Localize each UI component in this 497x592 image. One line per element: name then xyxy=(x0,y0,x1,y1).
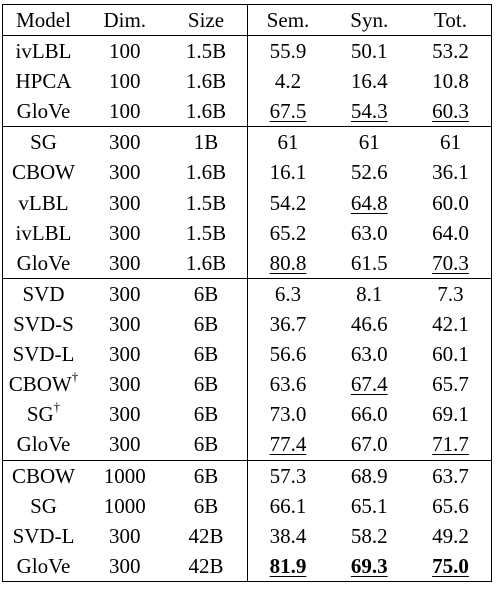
cell-syn-value: 65.1 xyxy=(350,493,388,518)
cell-model xyxy=(3,309,85,339)
cell-dim-value: 1000 xyxy=(103,493,146,518)
cell-model-value: CBOW xyxy=(8,372,72,397)
cell-size xyxy=(166,491,248,521)
cell-syn xyxy=(329,429,411,460)
cell-dim-value: 300 xyxy=(109,250,141,275)
cell-size xyxy=(166,157,248,187)
cell-size-value: 6B xyxy=(193,493,219,518)
cell-size-value: 1.6B xyxy=(185,250,227,275)
table-row xyxy=(3,429,492,460)
cell-syn xyxy=(329,460,411,491)
column-header-sem: Sem. xyxy=(266,8,310,32)
cell-sem-value: 66.1 xyxy=(269,493,307,518)
cell-model-value: GloVe xyxy=(16,250,71,275)
cell-tot xyxy=(410,491,492,521)
cell-sem xyxy=(247,218,329,248)
column-header-size: Size xyxy=(166,5,248,36)
cell-syn-value: 67.0 xyxy=(350,432,388,457)
cell-tot-value: 64.0 xyxy=(432,220,469,245)
cell-size xyxy=(166,309,248,339)
cell-syn xyxy=(329,551,411,582)
cell-syn-value: 46.6 xyxy=(350,312,388,337)
table-row xyxy=(3,127,492,158)
table-body xyxy=(3,36,492,582)
cell-dim xyxy=(84,66,166,96)
dagger-mark: † xyxy=(53,399,61,415)
cell-dim-value: 300 xyxy=(109,130,141,155)
cell-tot-value: 60.0 xyxy=(432,190,469,215)
cell-dim-value: 100 xyxy=(109,99,141,124)
cell-tot xyxy=(410,278,492,309)
cell-dim-value: 1000 xyxy=(103,463,146,488)
cell-tot-value: 65.7 xyxy=(432,372,469,397)
cell-tot xyxy=(410,521,492,551)
cell-tot xyxy=(410,369,492,399)
cell-sem xyxy=(247,399,329,429)
table-row xyxy=(3,369,492,399)
cell-size-value: 6B xyxy=(193,372,219,397)
cell-dim-value: 100 xyxy=(109,69,141,94)
cell-model xyxy=(3,157,85,187)
cell-dim-value: 300 xyxy=(109,281,141,306)
cell-syn xyxy=(329,127,411,158)
cell-model xyxy=(3,369,85,399)
cell-sem-value: 55.9 xyxy=(269,39,307,64)
cell-dim xyxy=(84,188,166,218)
cell-model-value: GloVe xyxy=(16,99,71,124)
cell-tot xyxy=(410,127,492,158)
cell-sem xyxy=(247,460,329,491)
cell-dim xyxy=(84,248,166,279)
cell-size-value: 1.5B xyxy=(185,220,227,245)
cell-sem-value: 57.3 xyxy=(269,463,307,488)
cell-sem xyxy=(247,188,329,218)
cell-model xyxy=(3,127,85,158)
cell-syn xyxy=(329,369,411,399)
cell-size-value: 1B xyxy=(193,130,219,155)
cell-dim-value: 300 xyxy=(109,432,141,457)
cell-sem xyxy=(247,551,329,582)
cell-syn-value: 61 xyxy=(358,130,380,155)
cell-tot xyxy=(410,429,492,460)
cell-size xyxy=(166,460,248,491)
cell-model-value: GloVe xyxy=(16,553,71,578)
cell-sem xyxy=(247,96,329,127)
cell-dim-value: 300 xyxy=(109,372,141,397)
table-row xyxy=(3,551,492,582)
cell-sem xyxy=(247,339,329,369)
cell-model-value: SVD-S xyxy=(13,312,74,337)
column-header-syn: Syn. xyxy=(350,8,389,32)
cell-tot-value: 61 xyxy=(440,130,461,155)
cell-tot xyxy=(410,96,492,127)
cell-syn-value: 16.4 xyxy=(350,69,388,94)
cell-syn-value: 54.3 xyxy=(350,99,388,124)
cell-size xyxy=(166,96,248,127)
cell-syn-value: 63.0 xyxy=(350,342,388,367)
cell-sem-value: 16.1 xyxy=(269,160,307,185)
column-header-dim: Dim. xyxy=(103,8,147,32)
cell-tot-value: 36.1 xyxy=(432,160,469,185)
cell-dim xyxy=(84,429,166,460)
cell-sem xyxy=(247,429,329,460)
cell-syn xyxy=(329,521,411,551)
cell-size xyxy=(166,278,248,309)
cell-sem xyxy=(247,36,329,67)
cell-dim-value: 300 xyxy=(109,342,141,367)
cell-size-value: 1.5B xyxy=(185,190,227,215)
cell-dim xyxy=(84,460,166,491)
cell-dim-value: 300 xyxy=(109,523,141,548)
cell-tot-value: 60.3 xyxy=(432,99,469,124)
cell-sem-value: 61 xyxy=(277,130,299,155)
table-row xyxy=(3,399,492,429)
cell-model xyxy=(3,339,85,369)
cell-model-value: GloVe xyxy=(16,432,71,457)
cell-model-value: HPCA xyxy=(15,69,72,94)
cell-model xyxy=(3,278,85,309)
cell-model xyxy=(3,96,85,127)
cell-size xyxy=(166,66,248,96)
cell-dim xyxy=(84,96,166,127)
cell-syn-value: 63.0 xyxy=(350,220,388,245)
cell-syn xyxy=(329,188,411,218)
cell-model-value: SVD-L xyxy=(12,342,75,367)
cell-syn xyxy=(329,96,411,127)
cell-tot-value: 7.3 xyxy=(437,281,464,306)
cell-tot xyxy=(410,36,492,67)
table-row xyxy=(3,339,492,369)
cell-sem-value: 36.7 xyxy=(269,312,307,337)
cell-sem-value: 67.5 xyxy=(269,99,307,124)
cell-tot-value: 53.2 xyxy=(432,39,469,64)
cell-dim-value: 300 xyxy=(109,402,141,427)
cell-syn-value: 66.0 xyxy=(350,402,388,427)
table-row xyxy=(3,36,492,67)
cell-sem-value: 77.4 xyxy=(269,432,307,457)
cell-syn xyxy=(329,278,411,309)
cell-syn-value: 8.1 xyxy=(356,281,383,306)
cell-dim-value: 100 xyxy=(109,39,141,64)
cell-syn xyxy=(329,339,411,369)
cell-tot-value: 42.1 xyxy=(432,312,469,337)
cell-dim xyxy=(84,278,166,309)
cell-dim xyxy=(84,399,166,429)
cell-model xyxy=(3,429,85,460)
cell-sem xyxy=(247,309,329,339)
cell-tot-value: 10.8 xyxy=(432,69,469,94)
table-row xyxy=(3,66,492,96)
cell-model xyxy=(3,66,85,96)
cell-dim xyxy=(84,339,166,369)
cell-model-value: vLBL xyxy=(18,190,69,215)
cell-size xyxy=(166,248,248,279)
cell-model-value: SG xyxy=(26,402,54,427)
cell-size xyxy=(166,399,248,429)
cell-sem xyxy=(247,278,329,309)
cell-dim xyxy=(84,521,166,551)
table-row xyxy=(3,278,492,309)
cell-tot xyxy=(410,460,492,491)
cell-size-value: 6B xyxy=(193,281,219,306)
cell-model xyxy=(3,248,85,279)
cell-tot-value: 65.6 xyxy=(432,493,469,518)
cell-size-value: 42B xyxy=(188,553,224,578)
cell-model xyxy=(3,460,85,491)
cell-sem-value: 80.8 xyxy=(269,250,307,275)
cell-tot-value: 49.2 xyxy=(432,523,469,548)
cell-model xyxy=(3,521,85,551)
cell-size-value: 1.6B xyxy=(185,69,227,94)
cell-tot-value: 71.7 xyxy=(432,432,469,457)
cell-model-value: SG xyxy=(30,493,57,518)
cell-size-value: 6B xyxy=(193,342,219,367)
cell-sem-value: 54.2 xyxy=(269,190,307,215)
column-header-tot: Tot. xyxy=(434,8,467,32)
cell-size-value: 6B xyxy=(193,463,219,488)
cell-sem-value: 63.6 xyxy=(269,372,307,397)
table-row xyxy=(3,491,492,521)
cell-dim xyxy=(84,491,166,521)
cell-sem xyxy=(247,248,329,279)
table-row xyxy=(3,248,492,279)
table-header xyxy=(3,5,492,36)
cell-syn-value: 58.2 xyxy=(350,523,388,548)
cell-size-value: 42B xyxy=(188,523,224,548)
cell-size-value: 6B xyxy=(193,432,219,457)
column-header-model: Model xyxy=(16,8,71,32)
table-row xyxy=(3,460,492,491)
table-row xyxy=(3,157,492,187)
cell-model-value: CBOW xyxy=(12,463,75,488)
cell-sem xyxy=(247,66,329,96)
cell-size xyxy=(166,218,248,248)
cell-dim xyxy=(84,127,166,158)
cell-model-value: SVD-L xyxy=(12,523,75,548)
cell-model-value: SVD xyxy=(22,281,65,306)
cell-tot xyxy=(410,188,492,218)
cell-size-value: 1.6B xyxy=(185,99,227,124)
cell-size xyxy=(166,127,248,158)
cell-model xyxy=(3,551,85,582)
cell-sem-value: 81.9 xyxy=(269,553,307,578)
cell-dim-value: 300 xyxy=(109,553,141,578)
cell-sem-value: 56.6 xyxy=(269,342,307,367)
cell-dim xyxy=(84,551,166,582)
cell-model xyxy=(3,491,85,521)
cell-tot-value: 63.7 xyxy=(432,463,469,488)
cell-syn-value: 50.1 xyxy=(350,39,388,64)
cell-sem xyxy=(247,521,329,551)
results-table xyxy=(2,4,492,582)
cell-model-value: CBOW xyxy=(12,160,75,185)
cell-syn-value: 52.6 xyxy=(350,160,388,185)
cell-dim-value: 300 xyxy=(109,190,141,215)
cell-tot xyxy=(410,551,492,582)
cell-syn-value: 69.3 xyxy=(350,553,388,578)
cell-tot xyxy=(410,248,492,279)
cell-size xyxy=(166,36,248,67)
cell-syn xyxy=(329,218,411,248)
cell-size xyxy=(166,429,248,460)
cell-dim xyxy=(84,309,166,339)
table-row xyxy=(3,218,492,248)
table-row xyxy=(3,309,492,339)
cell-syn-value: 67.4 xyxy=(350,372,388,397)
cell-dim xyxy=(84,36,166,67)
cell-sem xyxy=(247,157,329,187)
cell-sem xyxy=(247,369,329,399)
cell-syn xyxy=(329,248,411,279)
cell-syn xyxy=(329,36,411,67)
cell-dim-value: 300 xyxy=(109,220,141,245)
header-row xyxy=(3,5,492,36)
cell-tot-value: 70.3 xyxy=(432,250,469,275)
cell-size xyxy=(166,339,248,369)
cell-syn-value: 64.8 xyxy=(350,190,388,215)
cell-model-value: ivLBL xyxy=(15,39,72,64)
cell-model xyxy=(3,36,85,67)
cell-model xyxy=(3,218,85,248)
cell-syn xyxy=(329,66,411,96)
cell-size-value: 6B xyxy=(193,312,219,337)
cell-sem-value: 4.2 xyxy=(274,69,302,94)
cell-sem-value: 73.0 xyxy=(269,402,307,427)
cell-sem xyxy=(247,491,329,521)
cell-dim xyxy=(84,157,166,187)
cell-tot xyxy=(410,309,492,339)
cell-model-value: ivLBL xyxy=(15,220,72,245)
cell-tot xyxy=(410,218,492,248)
cell-size xyxy=(166,188,248,218)
cell-dim xyxy=(84,218,166,248)
cell-model xyxy=(3,188,85,218)
cell-sem-value: 6.3 xyxy=(274,281,302,306)
cell-syn xyxy=(329,491,411,521)
table-row xyxy=(3,188,492,218)
table-row xyxy=(3,521,492,551)
cell-tot xyxy=(410,399,492,429)
cell-size-value: 1.6B xyxy=(185,160,227,185)
cell-syn xyxy=(329,399,411,429)
cell-model-value: SG xyxy=(30,130,57,155)
cell-syn xyxy=(329,309,411,339)
cell-size-value: 6B xyxy=(193,402,219,427)
cell-tot-value: 60.1 xyxy=(432,342,469,367)
cell-syn-value: 68.9 xyxy=(350,463,388,488)
cell-sem xyxy=(247,127,329,158)
cell-tot xyxy=(410,66,492,96)
table-row xyxy=(3,96,492,127)
cell-model xyxy=(3,399,85,429)
cell-tot xyxy=(410,339,492,369)
cell-tot-value: 69.1 xyxy=(432,402,469,427)
cell-tot-value: 75.0 xyxy=(432,553,469,578)
cell-sem-value: 65.2 xyxy=(269,220,307,245)
cell-size-value: 1.5B xyxy=(185,39,227,64)
cell-size xyxy=(166,521,248,551)
cell-tot xyxy=(410,157,492,187)
cell-size xyxy=(166,369,248,399)
dagger-mark: † xyxy=(71,369,79,385)
cell-syn-value: 61.5 xyxy=(350,250,388,275)
cell-dim-value: 300 xyxy=(109,160,141,185)
cell-dim-value: 300 xyxy=(109,312,141,337)
cell-sem-value: 38.4 xyxy=(269,523,307,548)
cell-size xyxy=(166,551,248,582)
cell-dim xyxy=(84,369,166,399)
cell-syn xyxy=(329,157,411,187)
